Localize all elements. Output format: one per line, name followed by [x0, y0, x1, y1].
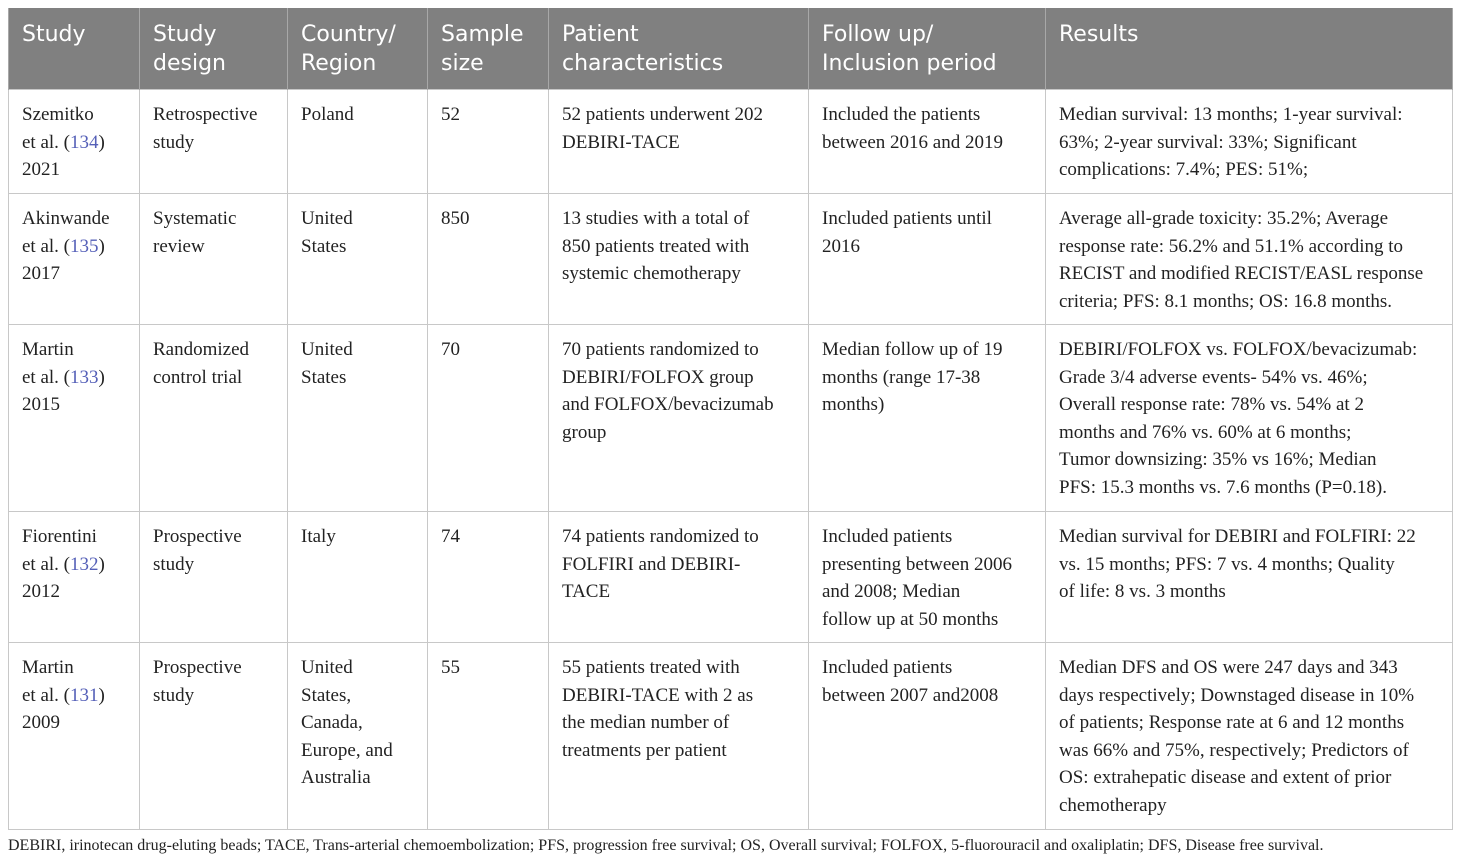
reference-link[interactable]: 132: [70, 553, 99, 575]
header-country-region: Country/ Region: [288, 8, 428, 90]
table-row: [9, 643, 1453, 830]
cell-sample: 74: [428, 512, 549, 643]
cell-study: Akinwande et al. (135) 2017: [9, 194, 140, 325]
reference-link[interactable]: 134: [70, 131, 99, 153]
cell-study: Martin et al. (131) 2009: [9, 643, 140, 830]
cell-characteristics: 52 patients underwent 202 DEBIRI-TACE: [549, 90, 809, 194]
cell-design: Prospective study: [140, 512, 288, 643]
header-patient-characteristics: Patient characteristics: [549, 8, 809, 90]
cell-sample: 70: [428, 325, 549, 512]
cell-design: Retrospective study: [140, 90, 288, 194]
table-footnote: DEBIRI, irinotecan drug-eluting beads; TACE, Trans-arterial chemoembolization; PFS, progression free survival; OS, Overall survival; FOLFOX, 5-fluorouracil and oxaliplatin; DFS, Disease free survival.: [8, 837, 1324, 854]
table-row: [9, 90, 1453, 194]
header-study: Study: [9, 8, 140, 90]
cell-followup: Included patients between 2007 and2008: [809, 643, 1046, 830]
reference-link[interactable]: 135: [70, 235, 99, 257]
reference-link[interactable]: 133: [70, 366, 99, 388]
cell-characteristics: 55 patients treated with DEBIRI-TACE with 2 as the median number of treatments per patient: [549, 643, 809, 830]
cell-results: Median DFS and OS were 247 days and 343 days respectively; Downstaged disease in 10% of patients; Response rate at 6 and 12 months was 66% and 75%, respectively; Predictors of OS: extrahepatic disease and extent of prior chemotherapy: [1046, 643, 1453, 830]
header-study-design: Study design: [140, 8, 288, 90]
cell-study: Martin et al. (133) 2015: [9, 325, 140, 512]
cell-study: Szemitko et al. (134) 2021: [9, 90, 140, 194]
cell-followup: Included patients presenting between 2006 and 2008; Median follow up at 50 months: [809, 512, 1046, 643]
cell-followup: Included the patients between 2016 and 2019: [809, 90, 1046, 194]
table-row: [9, 194, 1453, 325]
cell-country: Italy: [288, 512, 428, 643]
studies-table: [8, 8, 1453, 830]
table-container: [8, 8, 1452, 830]
cell-design: Prospective study: [140, 643, 288, 830]
table-row: [9, 512, 1453, 643]
cell-followup: Median follow up of 19 months (range 17-38 months): [809, 325, 1046, 512]
cell-country: Poland: [288, 90, 428, 194]
cell-characteristics: 74 patients randomized to FOLFIRI and DEBIRI- TACE: [549, 512, 809, 643]
cell-sample: 52: [428, 90, 549, 194]
cell-results: Median survival: 13 months; 1-year survival: 63%; 2-year survival: 33%; Significant complications: 7.4%; PES: 51%;: [1046, 90, 1453, 194]
cell-country: United States: [288, 325, 428, 512]
cell-sample: 55: [428, 643, 549, 830]
header-row: [9, 8, 1453, 90]
table-row: [9, 325, 1453, 512]
cell-characteristics: 70 patients randomized to DEBIRI/FOLFOX group and FOLFOX/bevacizumab group: [549, 325, 809, 512]
header-results: Results: [1046, 8, 1453, 90]
cell-characteristics: 13 studies with a total of 850 patients treated with systemic chemotherapy: [549, 194, 809, 325]
cell-study: Fiorentini et al. (132) 2012: [9, 512, 140, 643]
cell-country: United States: [288, 194, 428, 325]
header-sample-size: Sample size: [428, 8, 549, 90]
cell-sample: 850: [428, 194, 549, 325]
cell-country: United States, Canada, Europe, and Australia: [288, 643, 428, 830]
header-follow-up: Follow up/ Inclusion period: [809, 8, 1046, 90]
cell-followup: Included patients until 2016: [809, 194, 1046, 325]
cell-design: Randomized control trial: [140, 325, 288, 512]
cell-design: Systematic review: [140, 194, 288, 325]
cell-results: Median survival for DEBIRI and FOLFIRI: 22 vs. 15 months; PFS: 7 vs. 4 months; Quality of life: 8 vs. 3 months: [1046, 512, 1453, 643]
cell-results: Average all-grade toxicity: 35.2%; Average response rate: 56.2% and 51.1% according to RECIST and modified RECIST/EASL response criteria; PFS: 8.1 months; OS: 16.8 months.: [1046, 194, 1453, 325]
reference-link[interactable]: 131: [70, 684, 99, 706]
cell-results: DEBIRI/FOLFOX vs. FOLFOX/bevacizumab: Grade 3/4 adverse events- 54% vs. 46%; Overall response rate: 78% vs. 54% at 2 months and 76% vs. 60% at 6 months; Tumor downsizing: 35% vs 16%; Median PFS: 15.3 months vs. 7.6 months (P=0.18).: [1046, 325, 1453, 512]
